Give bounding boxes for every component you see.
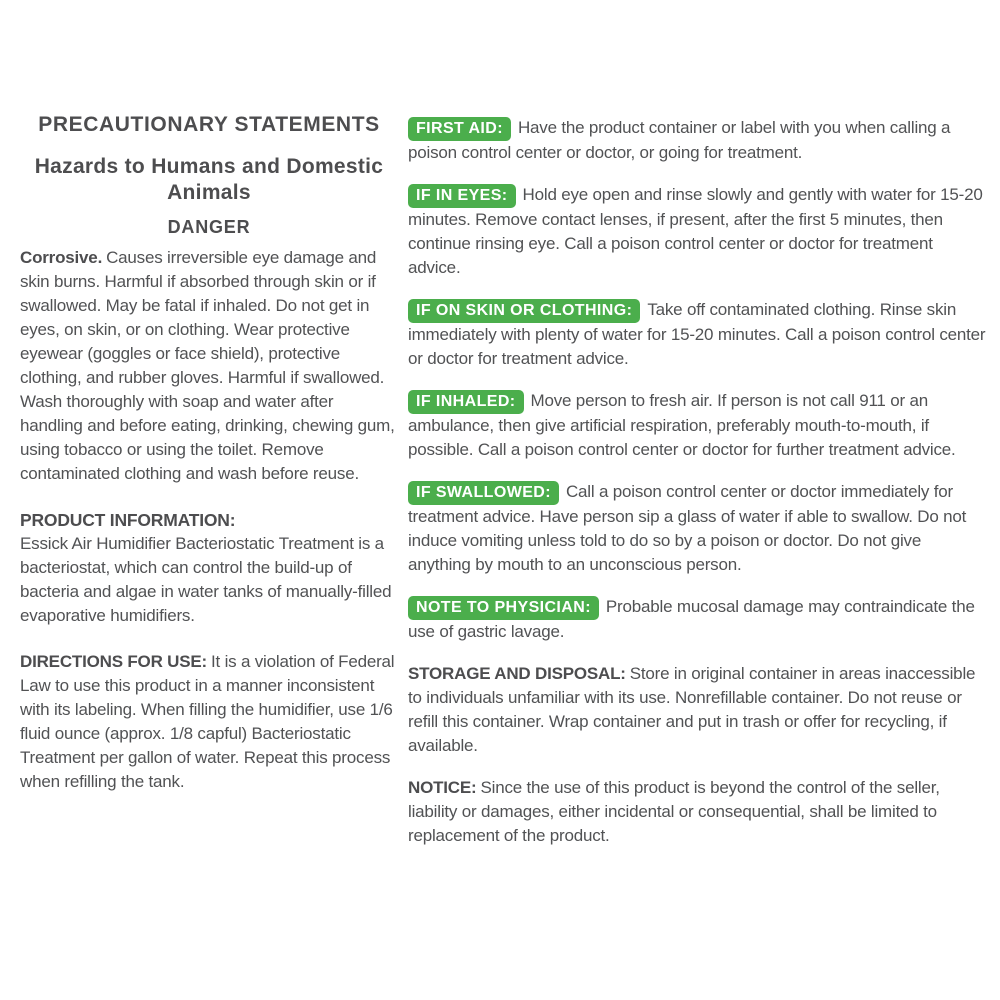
directions-for-use-lead: DIRECTIONS FOR USE: — [20, 652, 207, 671]
first-aid-section — [408, 116, 986, 165]
if-inhaled-section — [408, 389, 986, 462]
storage-and-disposal-text: Store in original container in areas inaccessible to individuals unfamiliar with its use. Nonrefillable container. Do not reuse or refill this container. Wrap container and put in trash or offer for recycling, if available. — [408, 664, 976, 755]
directions-for-use-body: It is a violation of Federal Law to use this product in a manner inconsistent with its labeling. When filling the humidifier, use 1/6 fluid ounce (approx. 1/8 capful) Bacteriostatic Treatment per gallon of water. Repeat this process when refilling the tank. — [20, 652, 395, 791]
corrosive-body: Causes irreversible eye damage and skin burns. Harmful if absorbed through skin or if swallowed. May be fatal if inhaled. Do not get in eyes, on skin, or on clothing. Wear protective eyewear (goggles or face shield), protective clothing, and rubber gloves. Harmful if swallowed. Wash thoroughly with soap and water after handling and before eating, drinking, chewing gum, using tobacco or using the toilet. Remove contaminated clothing and wash before reuse. — [20, 248, 395, 483]
if-in-eyes-badge: IF IN EYES: — [408, 184, 516, 208]
product-information-heading: PRODUCT INFORMATION: — [20, 510, 236, 530]
first-aid-badge: FIRST AID: — [408, 117, 511, 141]
if-on-skin-or-clothing-badge: IF ON SKIN OR CLOTHING: — [408, 299, 640, 323]
product-information-body: Essick Air Humidifier Bacteriostatic Treatment is a bacteriostat, which can control the build-up of bacteria and algae in water tanks of manually-filled evaporative humidifiers. — [20, 534, 392, 625]
notice-text: Since the use of this product is beyond the control of the seller, liability or damages, either incidental or consequential, shall be limited to replacement of the product. — [408, 778, 940, 845]
corrosive-paragraph — [20, 246, 398, 486]
note-to-physician-section — [408, 595, 986, 644]
if-on-skin-or-clothing-section — [408, 298, 986, 371]
left-column — [20, 112, 398, 794]
if-swallowed-section — [408, 480, 986, 577]
if-inhaled-badge: IF INHALED: — [408, 390, 524, 414]
storage-and-disposal-section — [408, 662, 986, 758]
if-inhaled-text: Move person to fresh air. If person is not call 911 or an ambulance, then give artificial respiration, preferably mouth-to-mouth, if possible. Call a poison control center or doctor for further treatment advice. — [408, 391, 956, 459]
right-column — [408, 116, 986, 848]
first-aid-text: Have the product container or label with you when calling a poison control center or doctor, or going for treatment. — [408, 118, 951, 162]
hazards-heading: Hazards to Humans and Domestic Animals — [34, 155, 384, 204]
if-in-eyes-text: Hold eye open and rinse slowly and gently with water for 15-20 minutes. Remove contact lenses, if present, after the first 5 minutes, then continue rinsing eye. Call a poison control center or doctor for treatment advice. — [408, 185, 983, 277]
precautionary-statements-heading: PRECAUTIONARY STATEMENTS — [38, 113, 380, 136]
corrosive-lead: Corrosive. — [20, 248, 103, 267]
product-information-section — [20, 508, 398, 628]
directions-for-use-paragraph — [20, 650, 398, 794]
if-in-eyes-section — [408, 183, 986, 280]
notice-lead: NOTICE: — [408, 778, 477, 797]
storage-and-disposal-lead: STORAGE AND DISPOSAL: — [408, 664, 626, 683]
if-swallowed-text: Call a poison control center or doctor immediately for treatment advice. Have person sip a glass of water if able to swallow. Do not induce vomiting unless told to do so by a poison or doctor. Do not give anything by mouth to an unconscious person. — [408, 482, 967, 574]
notice-section — [408, 776, 986, 848]
danger-signal-word: DANGER — [167, 217, 251, 237]
if-on-skin-or-clothing-text: Take off contaminated clothing. Rinse skin immediately with plenty of water for 15-20 minutes. Call a poison control center or doctor for treatment advice. — [408, 300, 986, 368]
note-to-physician-badge: NOTE TO PHYSICIAN: — [408, 596, 599, 620]
note-to-physician-text: Probable mucosal damage may contraindicate the use of gastric lavage. — [408, 597, 975, 641]
if-swallowed-badge: IF SWALLOWED: — [408, 481, 559, 505]
